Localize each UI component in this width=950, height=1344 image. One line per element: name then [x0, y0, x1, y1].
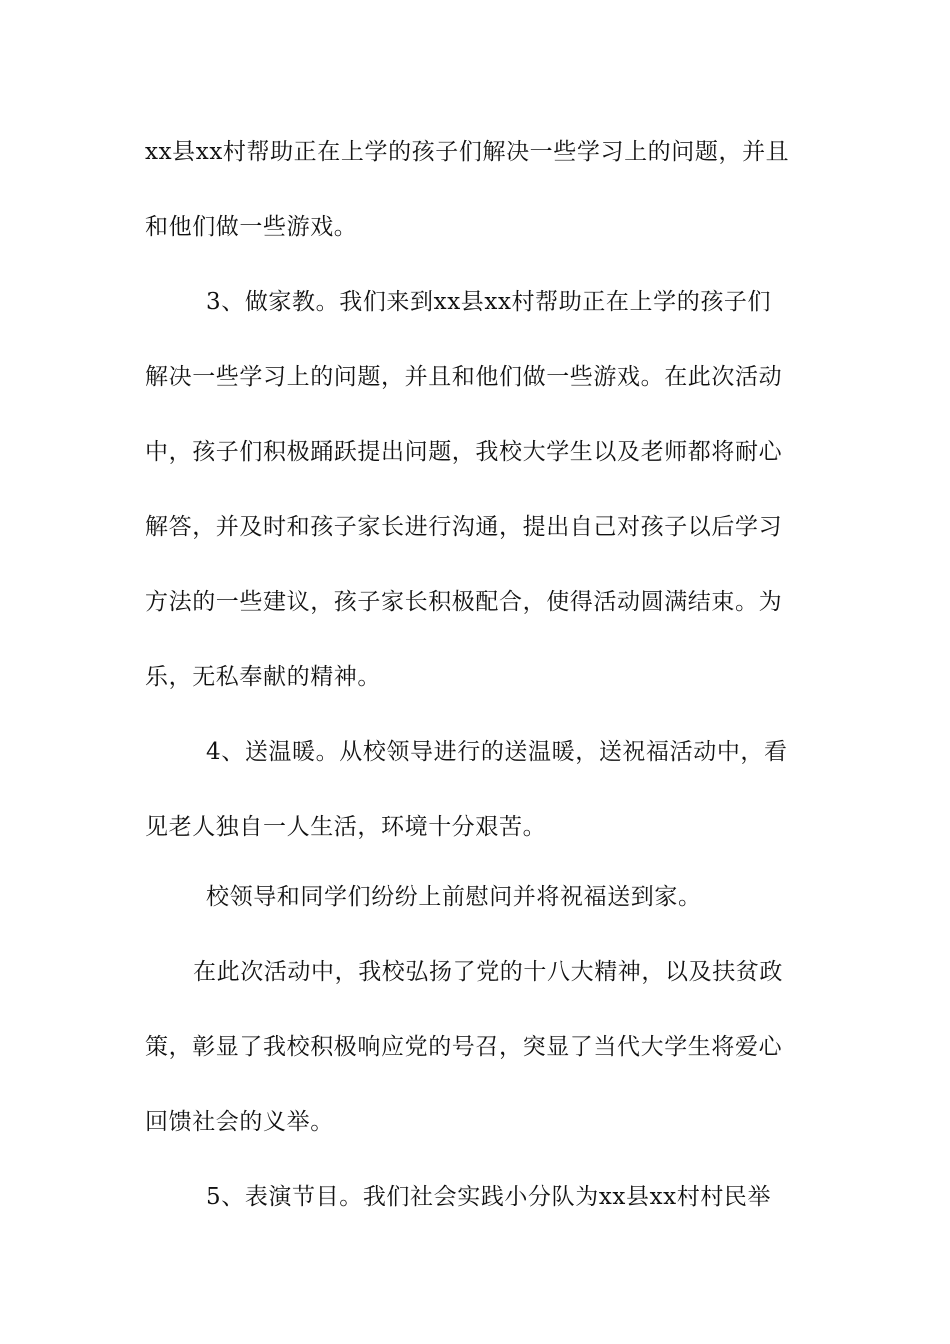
text-line: 方法的一些建议，孩子家长积极配合，使得活动圆满结束。为 — [145, 589, 783, 615]
text-line: 见老人独自一人生活，环境十分艰苦。 — [145, 814, 547, 840]
text-line: 在此次活动中，我校弘扬了党的十八大精神，以及扶贫政 — [193, 959, 783, 985]
text-line: 4、送温暖。从校领导进行的送温暖，送祝福活动中，看 — [206, 739, 788, 765]
text-line: 解答，并及时和孩子家长进行沟通，提出自己对孩子以后学习 — [145, 514, 783, 540]
text-line: 乐，无私奉献的精神。 — [145, 664, 381, 690]
text-line: 3、做家教。我们来到xx县xx村帮助正在上学的孩子们 — [206, 289, 772, 315]
text-line: 回馈社会的义举。 — [145, 1109, 334, 1135]
text-line: 中，孩子们积极踊跃提出问题，我校大学生以及老师都将耐心 — [145, 439, 783, 465]
text-line: 5、表演节目。我们社会实践小分队为xx县xx村村民举 — [206, 1184, 772, 1210]
text-line: 和他们做一些游戏。 — [145, 214, 358, 240]
text-line: 策，彰显了我校积极响应党的号召，突显了当代大学生将爱心 — [145, 1034, 783, 1060]
text-line: 解决一些学习上的问题，并且和他们做一些游戏。在此次活动 — [145, 364, 783, 390]
text-line: xx县xx村帮助正在上学的孩子们解决一些学习上的问题，并且 — [145, 139, 790, 165]
text-line: 校领导和同学们纷纷上前慰问并将祝福送到家。 — [206, 884, 702, 910]
